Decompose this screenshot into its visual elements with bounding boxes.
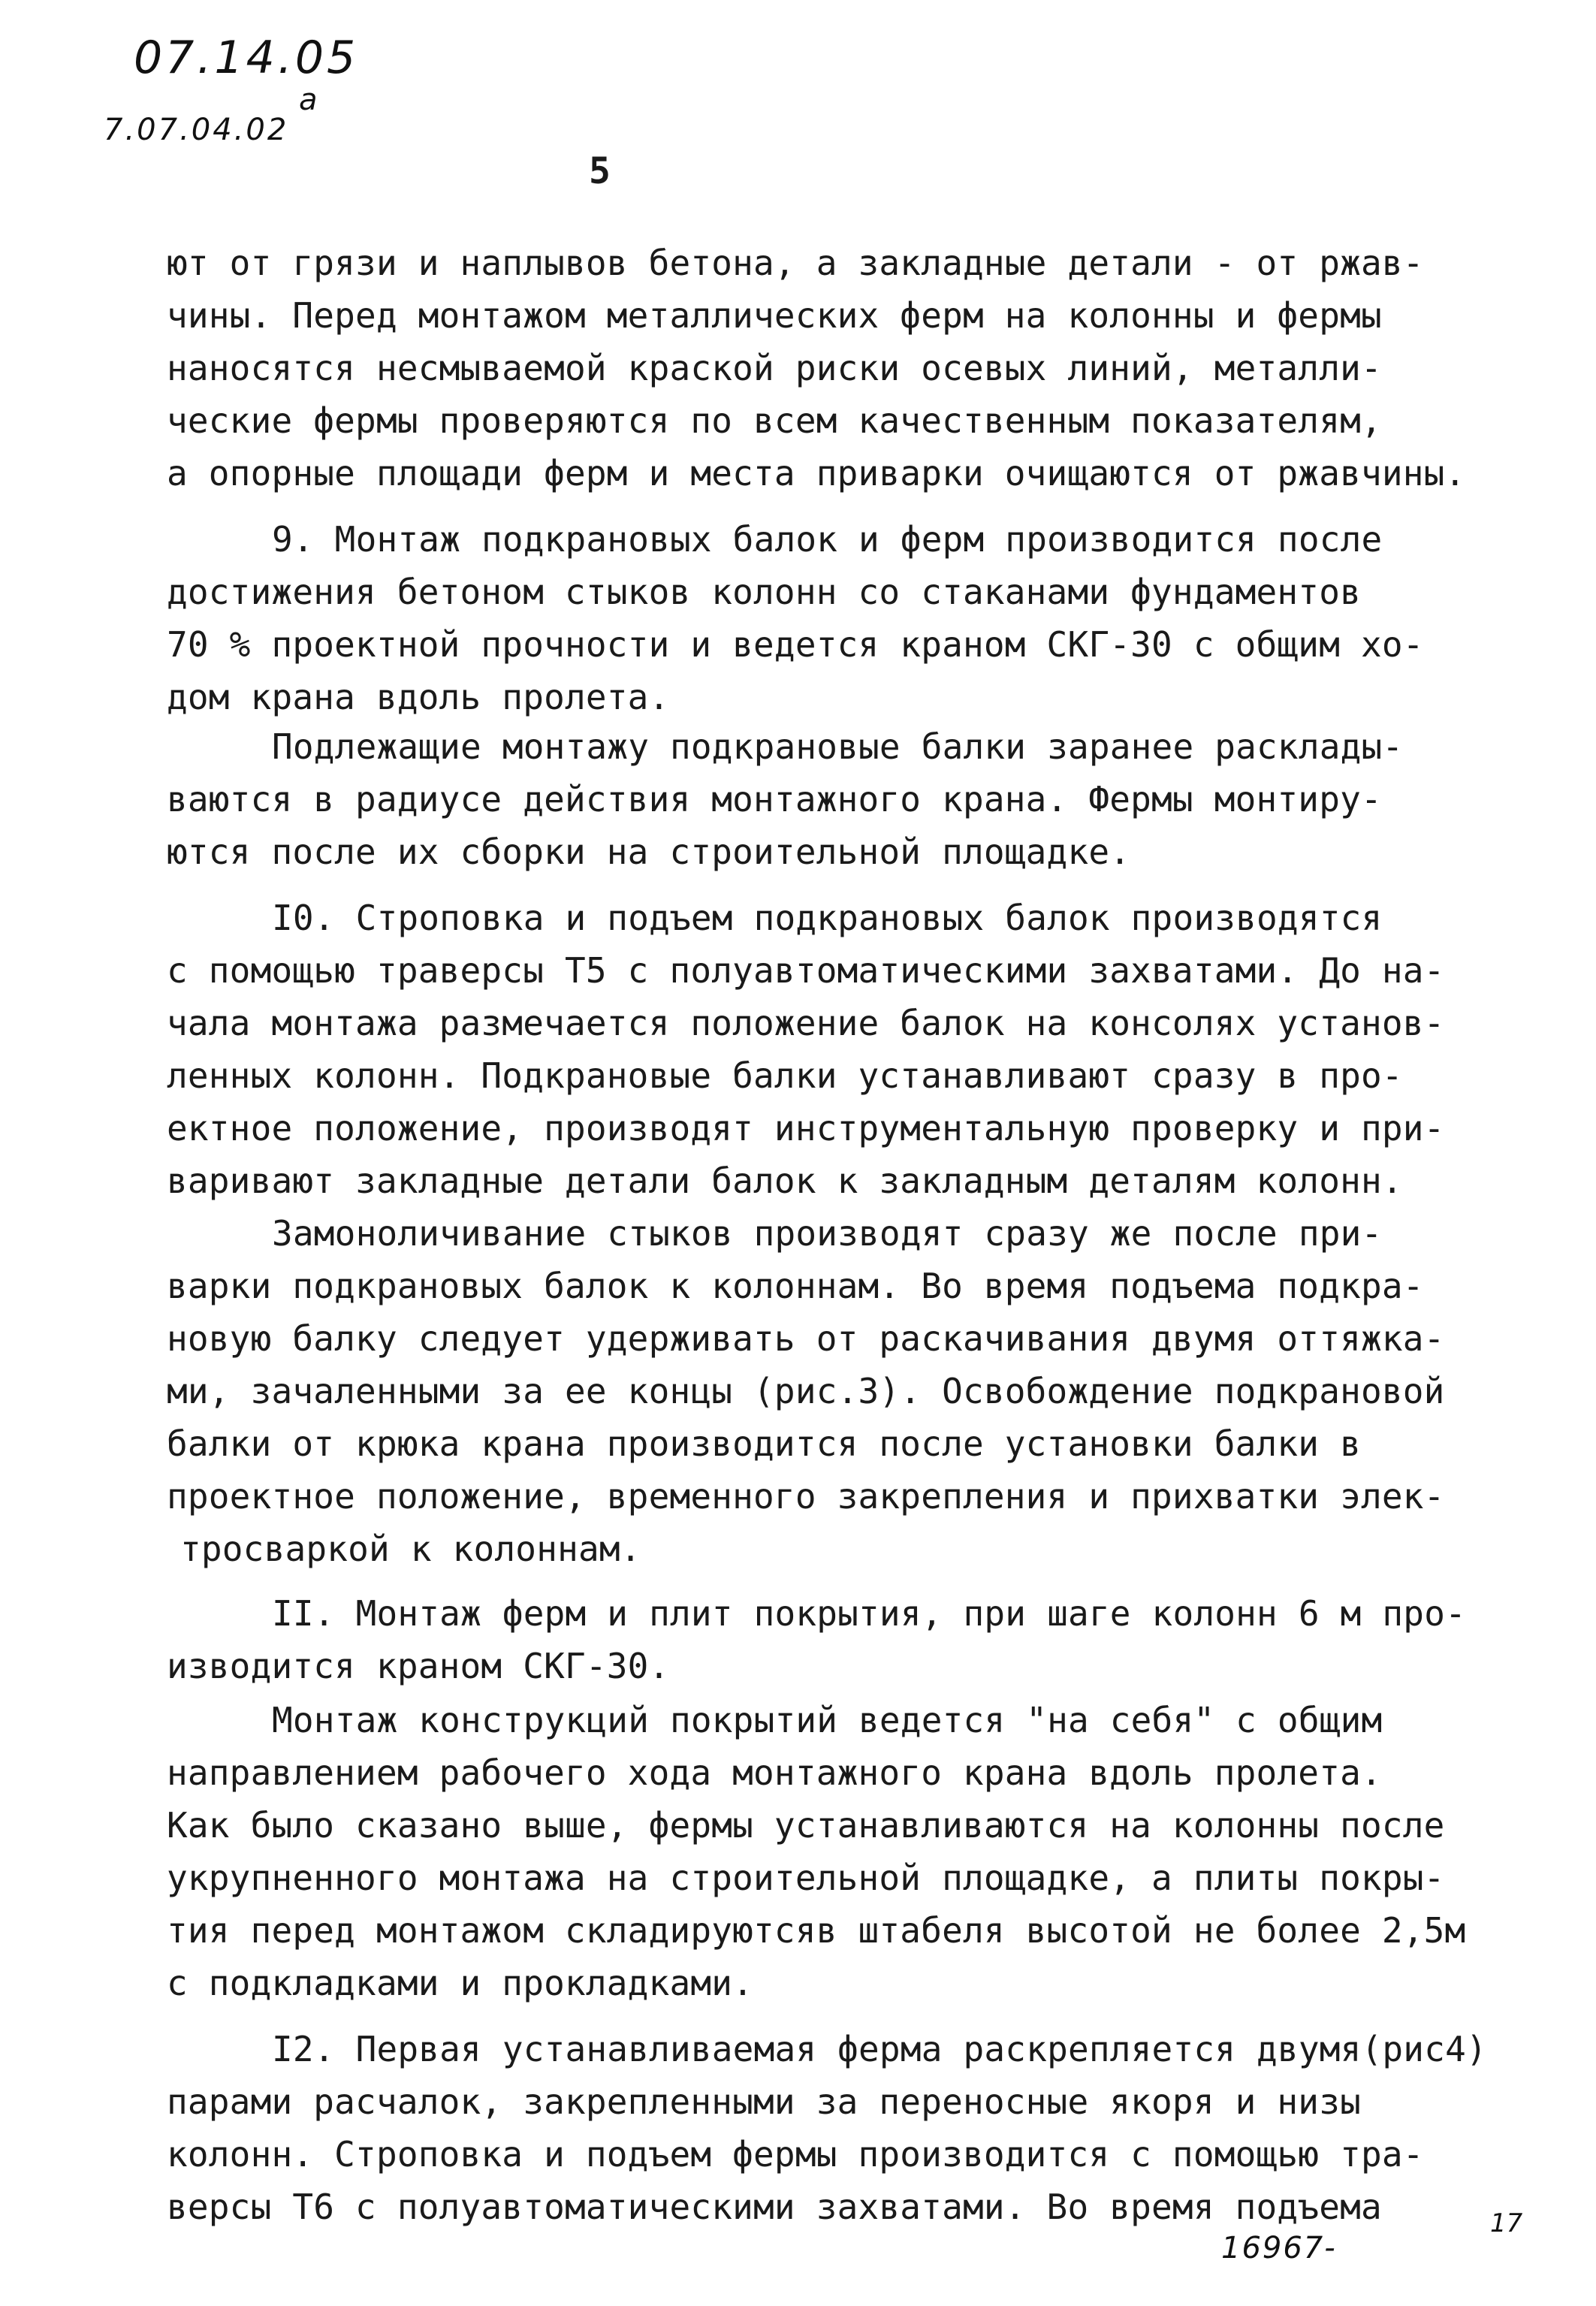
text-line: ческие фермы проверяются по всем качественным показателям,: [167, 400, 1382, 441]
text-line: новую балку следует удерживать от раскачивания двумя оттяжка-: [167, 1318, 1445, 1359]
text-line: наносятся несмываемой краской риски осевых линий, металли-: [167, 348, 1382, 388]
corner-page-mark: 17: [1490, 2208, 1523, 2238]
paragraph-12-start: I2. Первая устанавливаемая ферма раскрепляется двумя(рис4): [272, 2029, 1487, 2069]
text-line: ленных колонн. Подкрановые балки устанавливают сразу в про-: [167, 1055, 1403, 1096]
text-line: ются после их сборки на строительной площадке.: [167, 832, 1131, 872]
paragraph-start: Замоноличивание стыков производят сразу же после при-: [272, 1213, 1383, 1254]
text-line: ми, зачаленными за ее концы (рис.3). Освобождение подкрановой: [167, 1371, 1445, 1411]
text-line: изводится краном СКГ-30.: [167, 1646, 670, 1686]
document-subcode-handwritten: 7.07.04.02: [104, 113, 289, 147]
text-line: ваются в радиусе действия монтажного крана. Фермы монтиру-: [167, 779, 1382, 819]
text-line: 70 % проектной прочности и ведется краном СКГ-30 с общим хо-: [167, 624, 1424, 665]
text-line: дом крана вдоль пролета.: [167, 677, 670, 717]
text-line: Как было сказано выше, фермы устанавливаются на колонны после: [167, 1805, 1445, 1846]
text-line: ектное положение, производят инструментальную проверку и при-: [167, 1108, 1445, 1148]
document-subcode-letter: a: [299, 83, 318, 117]
document-code-handwritten: 07.14.05: [134, 32, 359, 84]
text-line: версы Т6 с полуавтоматическими захватами. Во время подъема: [167, 2187, 1382, 2227]
paragraph-9-start: 9. Монтаж подкрановых балок и ферм производится после: [272, 519, 1383, 560]
stamp-number: 16967-: [1221, 2231, 1337, 2265]
text-line: а опорные площади ферм и места приварки очищаются от ржавчины.: [167, 453, 1466, 493]
paragraph-start: Монтаж конструкций покрытий ведется "на себя" с общим: [272, 1700, 1383, 1740]
text-line: варивают закладные детали балок к закладным деталям колонн.: [167, 1161, 1403, 1201]
page-number: 5: [589, 150, 611, 192]
paragraph-start: Подлежащие монтажу подкрановые балки заранее расклады-: [272, 726, 1404, 767]
text-line: балки от крюка крана производится после установки балки в: [167, 1423, 1361, 1464]
text-line: чины. Перед монтажом металлических ферм на колонны и фермы: [167, 295, 1382, 336]
paragraph-10-start: I0. Строповка и подъем подкрановых балок производятся: [272, 898, 1383, 938]
text-line: колонн. Строповка и подъем фермы производится с помощью тра-: [167, 2134, 1424, 2175]
text-line: с помощью траверсы Т5 с полуавтоматическими захватами. До на-: [167, 950, 1445, 991]
text-line: тросваркой к колоннам.: [180, 1529, 641, 1569]
text-line: достижения бетоном стыков колонн со стаканами фундаментов: [167, 572, 1361, 612]
text-line: варки подкрановых балок к колоннам. Во время подъема подкра-: [167, 1266, 1424, 1306]
text-line: направлением рабочего хода монтажного крана вдоль пролета.: [167, 1752, 1382, 1793]
text-line: тия перед монтажом складируютсяв штабеля высотой не более 2,5м: [167, 1910, 1466, 1951]
text-line: с подкладками и прокладками.: [167, 1963, 754, 2003]
text-line: ют от грязи и наплывов бетона, а закладные детали - от ржав-: [167, 243, 1424, 283]
text-line: проектное положение, временного закрепления и прихватки элек-: [167, 1476, 1445, 1517]
text-line: чала монтажа размечается положение балок на консолях установ-: [167, 1003, 1445, 1043]
text-line: укрупненного монтажа на строительной площадке, а плиты покры-: [167, 1858, 1445, 1898]
paragraph-11-start: II. Монтаж ферм и плит покрытия, при шаге колонн 6 м про-: [272, 1593, 1466, 1634]
text-line: парами расчалок, закрепленными за переносные якоря и низы: [167, 2081, 1361, 2122]
